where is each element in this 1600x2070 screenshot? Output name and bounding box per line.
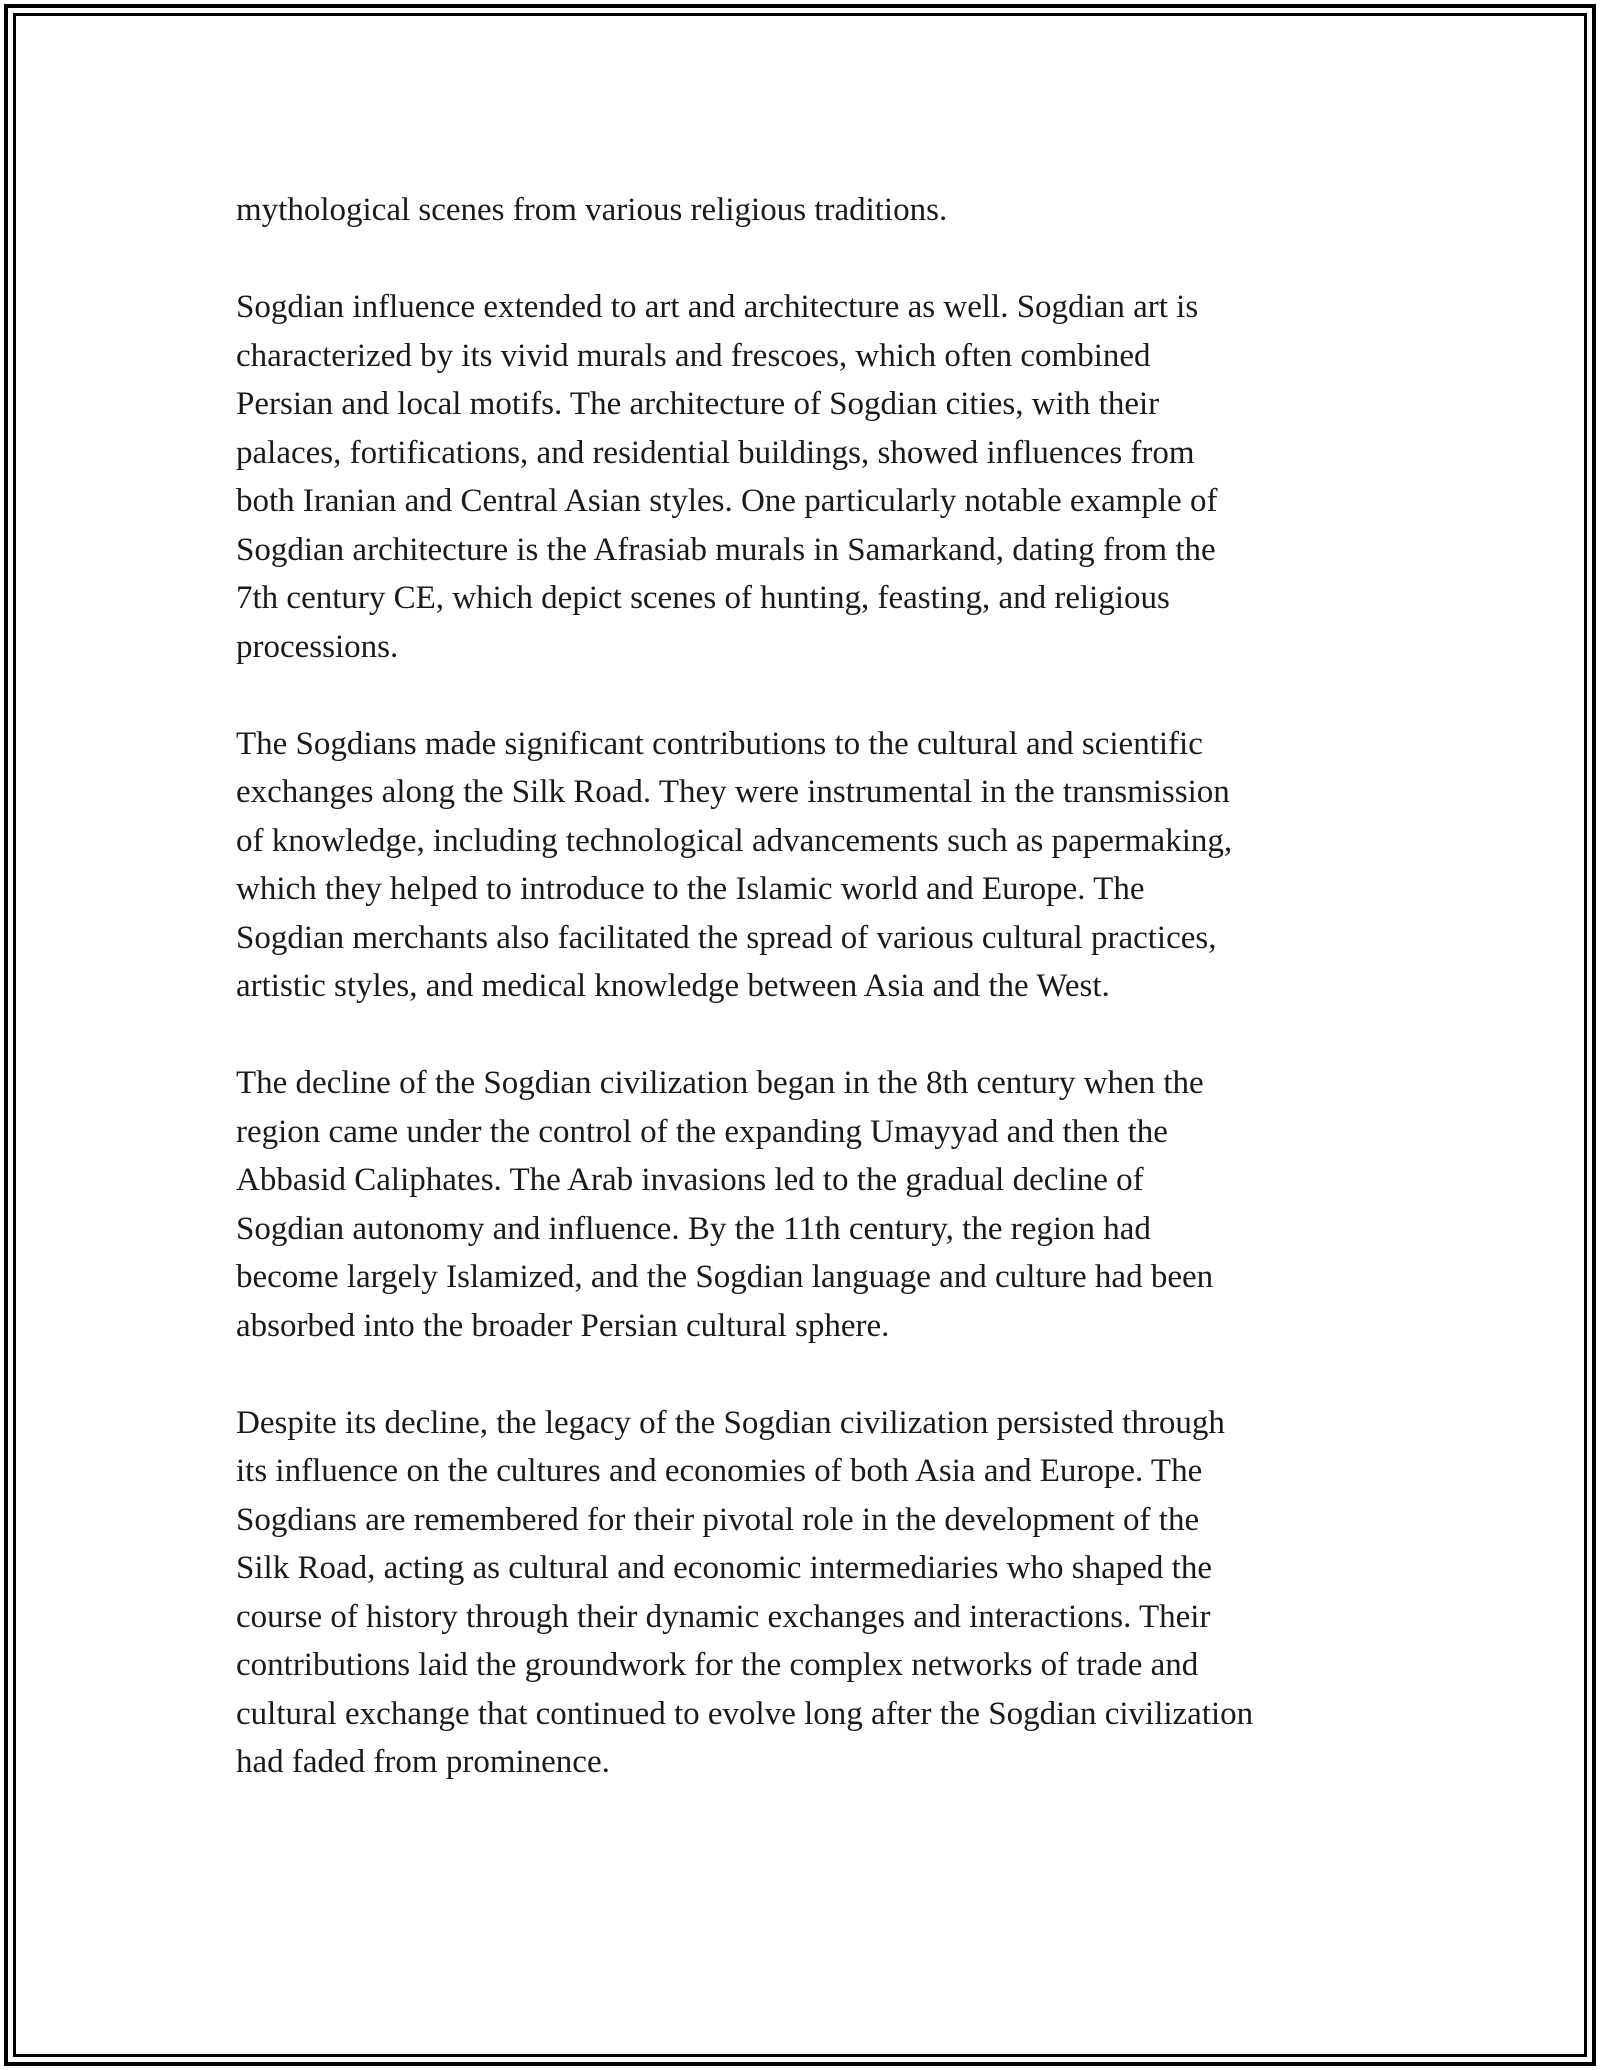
text-line: had faded from prominence. xyxy=(236,1744,610,1780)
text-line: Persian and local motifs. The architecture of Sogdian cities, with their xyxy=(236,386,1160,422)
paragraph xyxy=(236,1059,1376,1350)
text-line: become largely Islamized, and the Sogdian language and culture had been xyxy=(236,1259,1214,1295)
text-line: Silk Road, acting as cultural and economic intermediaries who shaped the xyxy=(236,1550,1212,1586)
text-line: The decline of the Sogdian civilization began in the 8th century when the xyxy=(236,1065,1204,1101)
text-line: Sogdian merchants also facilitated the spread of various cultural practices, xyxy=(236,919,1217,956)
text-line: processions. xyxy=(236,628,399,665)
text-line: Sogdian autonomy and influence. By the 11th century, the region had xyxy=(236,1210,1151,1247)
text-line: both Iranian and Central Asian styles. One particularly notable example of xyxy=(236,483,1218,519)
text-line: Abbasid Caliphates. The Arab invasions led to the gradual decline of xyxy=(236,1162,1144,1198)
text-line: Despite its decline, the legacy of the Sogdian civilization persisted through xyxy=(236,1404,1225,1441)
text-line: which they helped to introduce to the Islamic world and Europe. The xyxy=(236,871,1145,907)
text-line: exchanges along the Silk Road. They were instrumental in the transmission xyxy=(236,774,1230,810)
text-line: Sogdian influence extended to art and architecture as well. Sogdian art is xyxy=(236,289,1199,325)
text-line: palaces, fortifications, and residential buildings, showed influences from xyxy=(236,434,1195,471)
text-line: cultural exchange that continued to evolve long after the Sogdian civilization xyxy=(236,1695,1254,1732)
text-line: mythological scenes from various religious traditions. xyxy=(236,192,948,228)
text-line: region came under the control of the expanding Umayyad and then the xyxy=(236,1113,1168,1150)
text-line: of knowledge, including technological advancements such as papermaking, xyxy=(236,822,1233,859)
document-body xyxy=(236,186,1376,1835)
text-line: Sogdians are remembered for their pivotal role in the development of the xyxy=(236,1501,1200,1538)
paragraph xyxy=(236,1399,1376,1787)
text-line: 7th century CE, which depict scenes of hunting, feasting, and religious xyxy=(236,580,1170,616)
text-line: artistic styles, and medical knowledge between Asia and the West. xyxy=(236,968,1110,1004)
text-line: characterized by its vivid murals and frescoes, which often combined xyxy=(236,337,1151,374)
text-line: Sogdian architecture is the Afrasiab murals in Samarkand, dating from the xyxy=(236,531,1216,568)
text-line: The Sogdians made significant contributions to the cultural and scientific xyxy=(236,725,1203,762)
text-line: absorbed into the broader Persian cultural sphere. xyxy=(236,1307,890,1344)
paragraph xyxy=(236,283,1376,671)
paragraph xyxy=(236,186,1376,235)
text-line: contributions laid the groundwork for the complex networks of trade and xyxy=(236,1647,1199,1683)
paragraph xyxy=(236,720,1376,1011)
text-line: course of history through their dynamic exchanges and interactions. Their xyxy=(236,1598,1211,1635)
text-line: its influence on the cultures and economies of both Asia and Europe. The xyxy=(236,1453,1203,1489)
